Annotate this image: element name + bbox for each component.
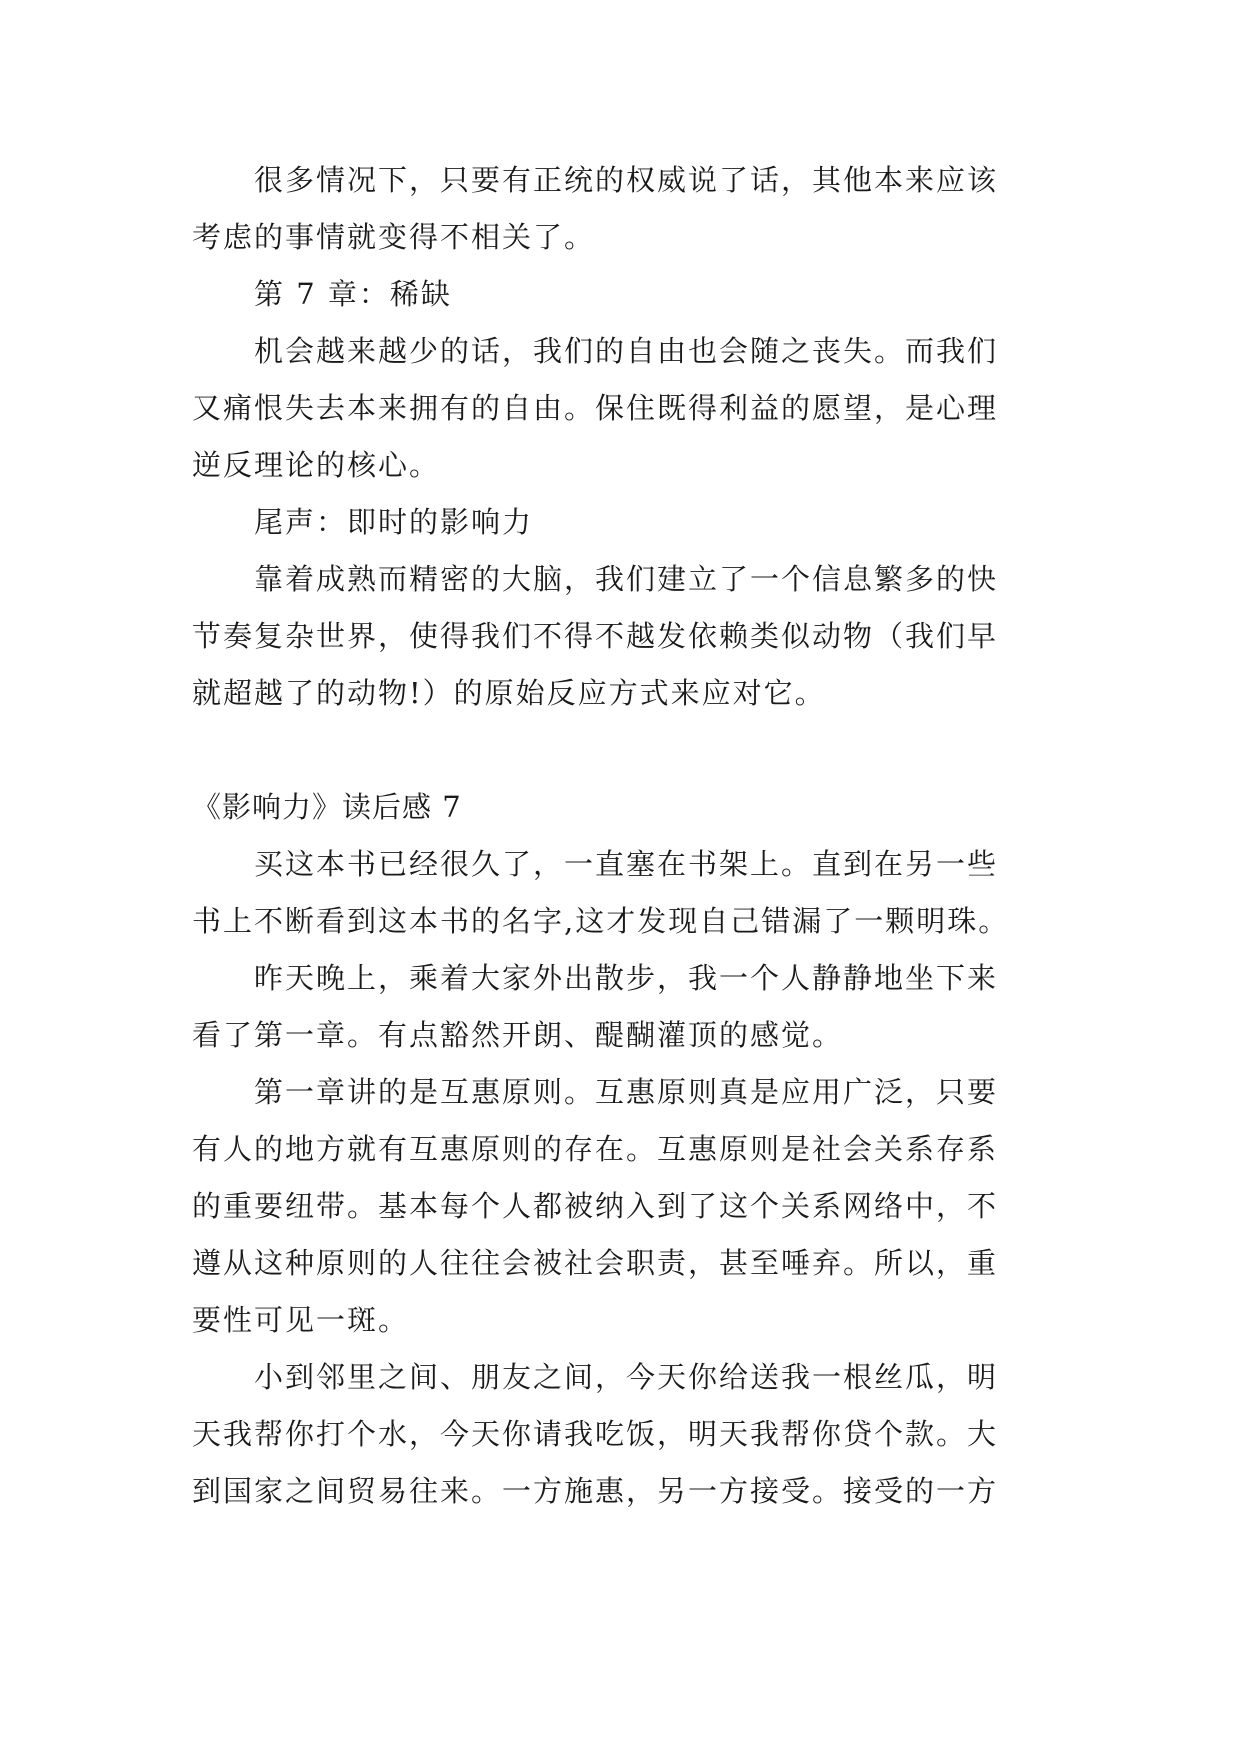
text-line: 遵从这种原则的人往往会被社会职责，甚至唾弃。所以，重	[192, 1246, 999, 1280]
text-line: 第一章讲的是互惠原则。互惠原则真是应用广泛，只要	[254, 1075, 999, 1109]
paragraph-authority	[192, 160, 1052, 257]
text-line: 考虑的事情就变得不相关了。	[192, 220, 596, 254]
text-line: 就超越了的动物!）的原始反应方式来应对它。	[192, 676, 826, 710]
text-line: 逆反理论的核心。	[192, 448, 441, 482]
text-line: 要性可见一斑。	[192, 1303, 410, 1337]
chapter-7-heading: 第 7 章：稀缺	[254, 277, 452, 311]
paragraph-last-night	[192, 958, 1052, 1055]
paragraph-reciprocity	[192, 1072, 1052, 1340]
paragraph-epilogue	[192, 559, 1052, 713]
text-line: 又痛恨失去本来拥有的自由。保住既得利益的愿望，是心理	[192, 391, 999, 425]
essay-title: 《影响力》读后感 7	[192, 790, 462, 824]
text-line: 昨天晚上，乘着大家外出散步，我一个人静静地坐下来	[254, 961, 999, 995]
text-line: 机会越来越少的话，我们的自由也会随之丧失。而我们	[254, 334, 999, 368]
text-line: 节奏复杂世界，使得我们不得不越发依赖类似动物（我们早	[192, 619, 999, 653]
text-line: 买这本书已经很久了，一直塞在书架上。直到在另一些	[254, 847, 999, 881]
text-line: 有人的地方就有互惠原则的存在。互惠原则是社会关系存系	[192, 1132, 999, 1166]
text-line: 靠着成熟而精密的大脑，我们建立了一个信息繁多的快	[254, 562, 999, 596]
document-body	[192, 160, 1052, 1528]
text-line: 天我帮你打个水，今天你请我吃饭，明天我帮你贷个款。大	[192, 1417, 999, 1451]
text-line: 小到邻里之间、朋友之间，今天你给送我一根丝瓜，明	[254, 1360, 999, 1394]
text-line: 很多情况下，只要有正统的权威说了话，其他本来应该	[254, 163, 999, 197]
epilogue-heading: 尾声：即时的影响力	[254, 505, 534, 539]
text-line: 看了第一章。有点豁然开朗、醍醐灌顶的感觉。	[192, 1018, 844, 1052]
paragraph-bought-book	[192, 844, 1052, 941]
section-spacer	[192, 730, 1052, 787]
text-line: 书上不断看到这本书的名字,这才发现自己错漏了一颗明珠。	[192, 904, 1010, 938]
text-line: 的重要纽带。基本每个人都被纳入到了这个关系网络中，不	[192, 1189, 999, 1223]
text-line: 到国家之间贸易往来。一方施惠，另一方接受。接受的一方	[192, 1474, 999, 1508]
paragraph-examples	[192, 1357, 1052, 1511]
paragraph-scarcity	[192, 331, 1052, 485]
